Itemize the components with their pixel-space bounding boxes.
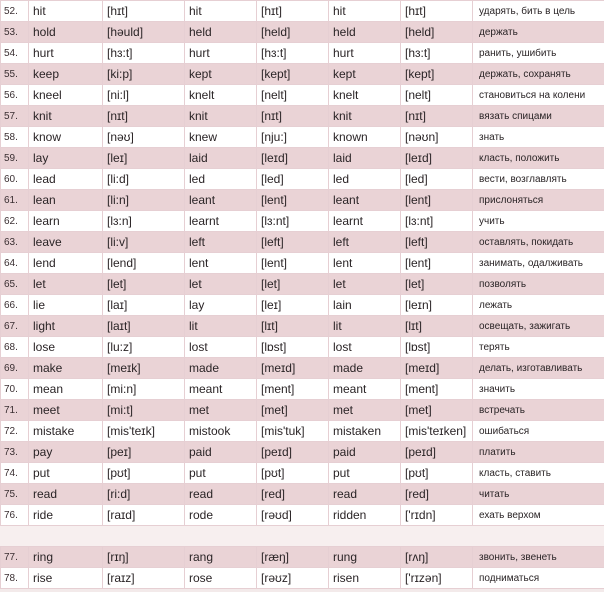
past-participle-transcription-cell: [nelt] xyxy=(401,85,473,106)
past-participle-transcription-cell: [meɪd] xyxy=(401,358,473,379)
base-form-cell: read xyxy=(29,484,103,505)
base-form-cell: lie xyxy=(29,295,103,316)
past-simple-cell: leant xyxy=(185,190,257,211)
base-form-cell: hit xyxy=(29,1,103,22)
past-simple-cell: mistook xyxy=(185,421,257,442)
verb-number-cell: 54. xyxy=(1,43,29,64)
past-participle-cell: meant xyxy=(329,379,401,400)
base-form-cell: learn xyxy=(29,211,103,232)
base-form-cell: mistake xyxy=(29,421,103,442)
past-participle-transcription-cell: [lɪt] xyxy=(401,316,473,337)
translation-cell: ударять, бить в цель xyxy=(473,1,604,22)
base-transcription-cell: [raɪz] xyxy=(103,568,185,589)
base-form-cell: put xyxy=(29,463,103,484)
base-form-cell: light xyxy=(29,316,103,337)
table-row xyxy=(1,1,604,22)
past-simple-cell: let xyxy=(185,274,257,295)
base-transcription-cell: [ki:p] xyxy=(103,64,185,85)
past-simple-cell: kept xyxy=(185,64,257,85)
translation-cell: занимать, одалживать xyxy=(473,253,604,274)
translation-cell: подниматься xyxy=(473,568,604,589)
past-simple-cell: paid xyxy=(185,442,257,463)
past-simple-cell: rang xyxy=(185,547,257,568)
past-simple-transcription-cell: [lɪt] xyxy=(257,316,329,337)
past-simple-transcription-cell: [kept] xyxy=(257,64,329,85)
past-participle-transcription-cell: [lɜ:nt] xyxy=(401,211,473,232)
base-transcription-cell: [li:d] xyxy=(103,169,185,190)
verb-number-cell: 67. xyxy=(1,316,29,337)
past-participle-cell: knelt xyxy=(329,85,401,106)
past-participle-cell: read xyxy=(329,484,401,505)
base-form-cell: make xyxy=(29,358,103,379)
base-transcription-cell: [li:n] xyxy=(103,190,185,211)
verb-number-cell: 77. xyxy=(1,547,29,568)
past-participle-transcription-cell: [peɪd] xyxy=(401,442,473,463)
base-transcription-cell: [peɪ] xyxy=(103,442,185,463)
table-row xyxy=(1,421,604,442)
verb-number-cell: 58. xyxy=(1,127,29,148)
past-simple-cell: lay xyxy=(185,295,257,316)
past-participle-cell: made xyxy=(329,358,401,379)
verb-number-cell: 65. xyxy=(1,274,29,295)
base-form-cell: lean xyxy=(29,190,103,211)
base-form-cell: hold xyxy=(29,22,103,43)
past-participle-cell: paid xyxy=(329,442,401,463)
past-participle-transcription-cell: [left] xyxy=(401,232,473,253)
past-simple-cell: met xyxy=(185,400,257,421)
past-simple-transcription-cell: [leɪd] xyxy=(257,148,329,169)
table-row xyxy=(1,64,604,85)
base-transcription-cell: [nɪt] xyxy=(103,106,185,127)
translation-cell: знать xyxy=(473,127,604,148)
translation-cell: учить xyxy=(473,211,604,232)
base-form-cell: leave xyxy=(29,232,103,253)
verb-number-cell: 64. xyxy=(1,253,29,274)
base-form-cell: lend xyxy=(29,253,103,274)
past-participle-cell: knit xyxy=(329,106,401,127)
verb-number-cell: 60. xyxy=(1,169,29,190)
past-participle-transcription-cell: [leɪd] xyxy=(401,148,473,169)
past-participle-cell: rung xyxy=(329,547,401,568)
past-participle-cell: hurt xyxy=(329,43,401,64)
past-participle-transcription-cell: [hɪt] xyxy=(401,1,473,22)
past-simple-transcription-cell: [let] xyxy=(257,274,329,295)
past-participle-transcription-cell: [hɜ:t] xyxy=(401,43,473,64)
base-form-cell: hurt xyxy=(29,43,103,64)
past-simple-cell: lit xyxy=(185,316,257,337)
base-form-cell: meet xyxy=(29,400,103,421)
base-form-cell: lay xyxy=(29,148,103,169)
past-simple-transcription-cell: [nju:] xyxy=(257,127,329,148)
past-simple-transcription-cell: [hɪt] xyxy=(257,1,329,22)
base-transcription-cell: [hɪt] xyxy=(103,1,185,22)
translation-cell: лежать xyxy=(473,295,604,316)
verb-number-cell: 57. xyxy=(1,106,29,127)
past-simple-transcription-cell: [nɪt] xyxy=(257,106,329,127)
past-participle-transcription-cell: [lent] xyxy=(401,190,473,211)
past-simple-transcription-cell: [ræŋ] xyxy=(257,547,329,568)
base-transcription-cell: [ni:l] xyxy=(103,85,185,106)
table-row xyxy=(1,379,604,400)
past-simple-transcription-cell: [leɪ] xyxy=(257,295,329,316)
base-form-cell: kneel xyxy=(29,85,103,106)
past-participle-transcription-cell: [leɪn] xyxy=(401,295,473,316)
table-row xyxy=(1,316,604,337)
base-transcription-cell: [li:v] xyxy=(103,232,185,253)
translation-cell: держать, сохранять xyxy=(473,64,604,85)
past-participle-transcription-cell: [led] xyxy=(401,169,473,190)
verb-number-cell: 74. xyxy=(1,463,29,484)
past-participle-transcription-cell: [held] xyxy=(401,22,473,43)
base-form-cell: rise xyxy=(29,568,103,589)
past-simple-transcription-cell: [mis'tuk] xyxy=(257,421,329,442)
base-transcription-cell: [ri:d] xyxy=(103,484,185,505)
translation-cell: прислоняться xyxy=(473,190,604,211)
base-transcription-cell: [let] xyxy=(103,274,185,295)
table-row xyxy=(1,106,604,127)
past-participle-transcription-cell: [rʌŋ] xyxy=(401,547,473,568)
past-participle-cell: learnt xyxy=(329,211,401,232)
translation-cell: позволять xyxy=(473,274,604,295)
past-participle-cell: put xyxy=(329,463,401,484)
translation-cell: оставлять, покидать xyxy=(473,232,604,253)
past-simple-cell: knit xyxy=(185,106,257,127)
past-simple-cell: rode xyxy=(185,505,257,526)
base-form-cell: pay xyxy=(29,442,103,463)
past-simple-transcription-cell: [lent] xyxy=(257,190,329,211)
past-simple-cell: rose xyxy=(185,568,257,589)
translation-cell: держать xyxy=(473,22,604,43)
table-row xyxy=(1,505,604,526)
past-participle-transcription-cell: [kept] xyxy=(401,64,473,85)
past-participle-cell: risen xyxy=(329,568,401,589)
past-simple-cell: left xyxy=(185,232,257,253)
past-participle-cell: lit xyxy=(329,316,401,337)
past-participle-cell: laid xyxy=(329,148,401,169)
base-transcription-cell: [mi:n] xyxy=(103,379,185,400)
past-simple-transcription-cell: [lɒst] xyxy=(257,337,329,358)
verb-number-cell: 62. xyxy=(1,211,29,232)
base-transcription-cell: [lɜ:n] xyxy=(103,211,185,232)
past-simple-cell: hurt xyxy=(185,43,257,64)
translation-cell: встречать xyxy=(473,400,604,421)
verb-number-cell: 55. xyxy=(1,64,29,85)
past-participle-transcription-cell: [red] xyxy=(401,484,473,505)
translation-cell: класть, ставить xyxy=(473,463,604,484)
base-transcription-cell: [leɪ] xyxy=(103,148,185,169)
translation-cell: вести, возглавлять xyxy=(473,169,604,190)
table-row xyxy=(1,358,604,379)
verb-number-cell: 52. xyxy=(1,1,29,22)
translation-cell: класть, положить xyxy=(473,148,604,169)
table-row xyxy=(1,295,604,316)
table-row xyxy=(1,337,604,358)
past-simple-cell: meant xyxy=(185,379,257,400)
table-row xyxy=(1,85,604,106)
verb-number-cell: 56. xyxy=(1,85,29,106)
verb-number-cell: 75. xyxy=(1,484,29,505)
base-transcription-cell: [rɪŋ] xyxy=(103,547,185,568)
translation-cell: ошибаться xyxy=(473,421,604,442)
past-participle-cell: held xyxy=(329,22,401,43)
past-participle-transcription-cell: [lɒst] xyxy=(401,337,473,358)
base-form-cell: mean xyxy=(29,379,103,400)
table-row xyxy=(1,127,604,148)
past-simple-cell: read xyxy=(185,484,257,505)
verb-number-cell: 63. xyxy=(1,232,29,253)
base-form-cell: let xyxy=(29,274,103,295)
past-simple-transcription-cell: [rəʊd] xyxy=(257,505,329,526)
past-simple-transcription-cell: [hɜ:t] xyxy=(257,43,329,64)
verb-number-cell: 68. xyxy=(1,337,29,358)
past-simple-transcription-cell: [met] xyxy=(257,400,329,421)
past-simple-transcription-cell: [left] xyxy=(257,232,329,253)
past-participle-cell: lost xyxy=(329,337,401,358)
base-transcription-cell: [nəʊ] xyxy=(103,127,185,148)
table-row xyxy=(1,547,604,568)
table-row xyxy=(1,169,604,190)
past-simple-cell: made xyxy=(185,358,257,379)
base-transcription-cell: [hɜ:t] xyxy=(103,43,185,64)
table-row xyxy=(1,22,604,43)
past-participle-cell: kept xyxy=(329,64,401,85)
base-transcription-cell: [meɪk] xyxy=(103,358,185,379)
past-simple-transcription-cell: [held] xyxy=(257,22,329,43)
base-transcription-cell: [pʊt] xyxy=(103,463,185,484)
base-transcription-cell: [lu:z] xyxy=(103,337,185,358)
past-simple-cell: held xyxy=(185,22,257,43)
past-participle-transcription-cell: [ment] xyxy=(401,379,473,400)
past-participle-cell: let xyxy=(329,274,401,295)
table-row xyxy=(1,190,604,211)
table-row xyxy=(1,43,604,64)
verb-number-cell: 61. xyxy=(1,190,29,211)
table-row xyxy=(1,400,604,421)
past-participle-transcription-cell: [let] xyxy=(401,274,473,295)
translation-cell: читать xyxy=(473,484,604,505)
verb-number-cell: 71. xyxy=(1,400,29,421)
past-simple-cell: learnt xyxy=(185,211,257,232)
base-form-cell: knit xyxy=(29,106,103,127)
table-gap xyxy=(1,526,604,547)
translation-cell: освещать, зажигать xyxy=(473,316,604,337)
table-row xyxy=(1,442,604,463)
translation-cell: платить xyxy=(473,442,604,463)
past-participle-cell: left xyxy=(329,232,401,253)
table-row xyxy=(1,232,604,253)
past-simple-transcription-cell: [meɪd] xyxy=(257,358,329,379)
base-transcription-cell: [raɪd] xyxy=(103,505,185,526)
past-participle-transcription-cell: [nɪt] xyxy=(401,106,473,127)
translation-cell: ранить, ушибить xyxy=(473,43,604,64)
base-form-cell: lose xyxy=(29,337,103,358)
verb-table-body xyxy=(1,1,604,589)
base-transcription-cell: [lend] xyxy=(103,253,185,274)
past-participle-transcription-cell: [pʊt] xyxy=(401,463,473,484)
table-gap-cell xyxy=(1,526,604,547)
table-row xyxy=(1,148,604,169)
verb-number-cell: 78. xyxy=(1,568,29,589)
base-form-cell: know xyxy=(29,127,103,148)
past-participle-cell: lain xyxy=(329,295,401,316)
past-simple-transcription-cell: [rəʊz] xyxy=(257,568,329,589)
past-participle-cell: hit xyxy=(329,1,401,22)
past-participle-transcription-cell: [met] xyxy=(401,400,473,421)
verb-number-cell: 72. xyxy=(1,421,29,442)
verb-number-cell: 69. xyxy=(1,358,29,379)
past-simple-cell: put xyxy=(185,463,257,484)
translation-cell: становиться на колени xyxy=(473,85,604,106)
table-row xyxy=(1,463,604,484)
table-row xyxy=(1,568,604,589)
past-participle-transcription-cell: ['rɪdn] xyxy=(401,505,473,526)
past-participle-cell: ridden xyxy=(329,505,401,526)
base-form-cell: ring xyxy=(29,547,103,568)
base-transcription-cell: [həuld] xyxy=(103,22,185,43)
past-participle-transcription-cell: ['rɪzən] xyxy=(401,568,473,589)
translation-cell: ехать верхом xyxy=(473,505,604,526)
past-participle-transcription-cell: [mis'teɪken] xyxy=(401,421,473,442)
past-participle-cell: known xyxy=(329,127,401,148)
verb-number-cell: 70. xyxy=(1,379,29,400)
past-simple-transcription-cell: [lɜ:nt] xyxy=(257,211,329,232)
verb-number-cell: 59. xyxy=(1,148,29,169)
past-participle-transcription-cell: [nəʊn] xyxy=(401,127,473,148)
verb-number-cell: 76. xyxy=(1,505,29,526)
translation-cell: делать, изготавливать xyxy=(473,358,604,379)
past-simple-transcription-cell: [pʊt] xyxy=(257,463,329,484)
base-transcription-cell: [laɪ] xyxy=(103,295,185,316)
base-transcription-cell: [mis'teɪk] xyxy=(103,421,185,442)
past-simple-cell: laid xyxy=(185,148,257,169)
past-participle-cell: mistaken xyxy=(329,421,401,442)
past-simple-cell: knew xyxy=(185,127,257,148)
past-participle-transcription-cell: [lent] xyxy=(401,253,473,274)
table-row xyxy=(1,484,604,505)
past-simple-transcription-cell: [ment] xyxy=(257,379,329,400)
table-row xyxy=(1,253,604,274)
past-simple-cell: lent xyxy=(185,253,257,274)
past-participle-cell: leant xyxy=(329,190,401,211)
translation-cell: терять xyxy=(473,337,604,358)
past-simple-transcription-cell: [red] xyxy=(257,484,329,505)
base-transcription-cell: [laɪt] xyxy=(103,316,185,337)
base-transcription-cell: [mi:t] xyxy=(103,400,185,421)
past-simple-cell: lost xyxy=(185,337,257,358)
past-simple-cell: knelt xyxy=(185,85,257,106)
base-form-cell: ride xyxy=(29,505,103,526)
past-simple-transcription-cell: [peɪd] xyxy=(257,442,329,463)
translation-cell: значить xyxy=(473,379,604,400)
past-participle-cell: met xyxy=(329,400,401,421)
translation-cell: звонить, звенеть xyxy=(473,547,604,568)
past-simple-cell: hit xyxy=(185,1,257,22)
past-participle-cell: led xyxy=(329,169,401,190)
past-simple-transcription-cell: [led] xyxy=(257,169,329,190)
base-form-cell: keep xyxy=(29,64,103,85)
verb-number-cell: 66. xyxy=(1,295,29,316)
table-row xyxy=(1,211,604,232)
past-participle-cell: lent xyxy=(329,253,401,274)
past-simple-transcription-cell: [nelt] xyxy=(257,85,329,106)
verb-number-cell: 53. xyxy=(1,22,29,43)
translation-cell: вязать спицами xyxy=(473,106,604,127)
past-simple-transcription-cell: [lent] xyxy=(257,253,329,274)
base-form-cell: lead xyxy=(29,169,103,190)
table-row xyxy=(1,274,604,295)
past-simple-cell: led xyxy=(185,169,257,190)
verb-number-cell: 73. xyxy=(1,442,29,463)
